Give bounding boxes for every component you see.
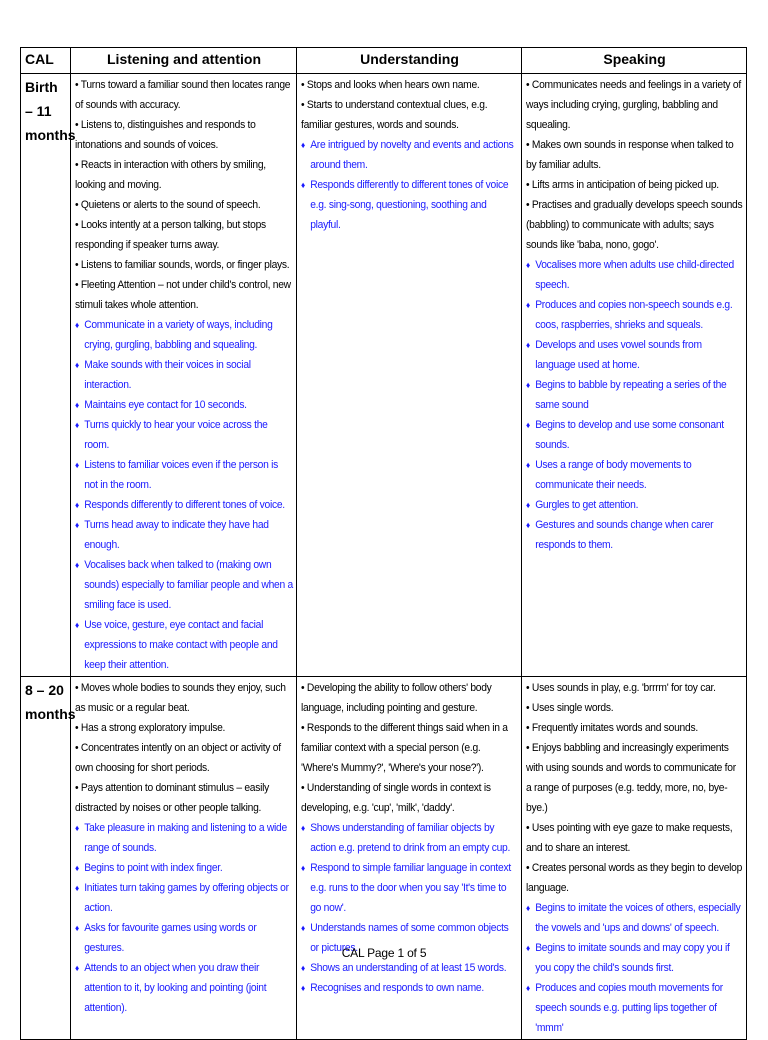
list-item — [75, 615, 293, 675]
list-item — [75, 958, 293, 1018]
list-item-text: Understands names of some common objects or pictures. — [310, 922, 509, 954]
list-item — [526, 678, 743, 698]
diamond-bullet-icon: ♦ — [75, 420, 79, 430]
list-item-text: • Stops and looks when hears own name. — [301, 79, 480, 91]
list-item — [301, 718, 518, 778]
list-item-text: Maintains eye contact for 10 seconds. — [84, 399, 247, 411]
list-item — [75, 215, 293, 255]
list-item — [75, 495, 293, 515]
list-item — [75, 115, 293, 155]
diamond-bullet-icon: ♦ — [75, 923, 79, 933]
diamond-bullet-icon: ♦ — [301, 180, 305, 190]
header-row — [21, 48, 747, 74]
list-item — [301, 678, 518, 718]
diamond-bullet-icon: ♦ — [526, 340, 530, 350]
list-item-text: • Makes own sounds in response when talked to by familiar adults. — [526, 139, 734, 171]
list-item — [526, 335, 743, 375]
list-item-text: • Uses single words. — [526, 702, 614, 714]
list-item-text: Respond to simple familiar language in context e.g. runs to the door when you say 'It's time to go now'. — [310, 862, 511, 914]
list-item-text: Produces and copies non-speech sounds e.g. coos, raspberries, shrieks and squeals. — [535, 299, 733, 331]
diamond-bullet-icon: ♦ — [75, 460, 79, 470]
list-item-text: • Creates personal words as they begin to develop language. — [526, 862, 743, 894]
list-item-text: • Enjoys babbling and increasingly experiments with using sounds and words to communicate for a range of purposes (e.g. teddy, more, no, bye-bye.) — [526, 742, 736, 814]
list-item — [526, 195, 743, 255]
list-item-text: Vocalises more when adults use child-directed speech. — [535, 259, 734, 291]
list-item-text: • Has a strong exploratory impulse. — [75, 722, 226, 734]
list-item — [526, 978, 743, 1038]
diamond-bullet-icon: ♦ — [75, 963, 79, 973]
diamond-bullet-icon: ♦ — [75, 863, 79, 873]
list-item — [526, 415, 743, 455]
list-item — [301, 818, 518, 858]
diamond-bullet-icon: ♦ — [301, 983, 305, 993]
diamond-bullet-icon: ♦ — [301, 963, 305, 973]
diamond-bullet-icon: ♦ — [301, 863, 305, 873]
understanding-cell — [297, 677, 522, 1040]
list-item — [75, 878, 293, 918]
list-item — [75, 678, 293, 718]
header-cal: CAL — [21, 48, 71, 74]
diamond-bullet-icon: ♦ — [526, 460, 530, 470]
list-item-text: Begins to imitate sounds and may copy you if you copy the child's sounds first. — [535, 942, 730, 974]
list-item — [301, 75, 518, 95]
diamond-bullet-icon: ♦ — [526, 903, 530, 913]
speaking-cell — [522, 74, 747, 677]
list-item — [526, 698, 743, 718]
list-item-text: • Practises and gradually develops speech sounds (babbling) to communicate with adults; says sounds like 'baba, nono, gogo'. — [526, 199, 743, 251]
diamond-bullet-icon: ♦ — [75, 500, 79, 510]
list-item-text: • Responds to the different things said when in a familiar context with a special person (e.g. 'Where's Mummy?', 'Where's your nose?'). — [301, 722, 508, 774]
list-item — [75, 355, 293, 395]
diamond-bullet-icon: ♦ — [526, 520, 530, 530]
list-item — [75, 275, 293, 315]
list-item-text: Turns head away to indicate they have had enough. — [84, 519, 269, 551]
list-item — [75, 255, 293, 275]
diamond-bullet-icon: ♦ — [526, 260, 530, 270]
list-item-text: • Listens to familiar sounds, words, or finger plays. — [75, 259, 290, 271]
diamond-bullet-icon: ♦ — [526, 500, 530, 510]
list-item-text: • Pays attention to dominant stimulus – easily distracted by noises or other people talking. — [75, 782, 270, 814]
diamond-bullet-icon: ♦ — [526, 943, 530, 953]
list-item — [301, 858, 518, 918]
list-item-text: Make sounds with their voices in social interaction. — [84, 359, 251, 391]
list-item — [75, 778, 293, 818]
list-item-text: Vocalises back when talked to (making own sounds) especially to familiar people and when a smiling face is used. — [84, 559, 293, 611]
list-item-text: • Understanding of single words in context is developing, e.g. 'cup', 'milk', 'daddy'. — [301, 782, 491, 814]
list-item-text: Shows understanding of familiar objects by action e.g. pretend to drink from an empty cup. — [310, 822, 511, 854]
list-item-text: • Listens to, distinguishes and responds to intonations and sounds of voices. — [75, 119, 256, 151]
list-item-text: • Moves whole bodies to sounds they enjoy, such as music or a regular beat. — [75, 682, 286, 714]
table-row — [21, 677, 747, 1040]
list-item-text: Shows an understanding of at least 15 words. — [310, 962, 507, 974]
list-item — [75, 415, 293, 455]
list-item-text: • Fleeting Attention – not under child's control, new stimuli takes whole attention. — [75, 279, 291, 311]
list-item — [526, 515, 743, 555]
list-item-text: • Uses pointing with eye gaze to make requests, and to share an interest. — [526, 822, 733, 854]
list-item — [526, 718, 743, 738]
list-item — [301, 958, 518, 978]
list-item-text: Uses a range of body movements to communicate their needs. — [535, 459, 692, 491]
list-item-text: Attends to an object when you draw their attention to it, by looking and pointing (joint attention). — [84, 962, 267, 1014]
list-item-text: • Starts to understand contextual clues, e.g. familiar gestures, words and sounds. — [301, 99, 488, 131]
list-item-text: Gestures and sounds change when carer responds to them. — [535, 519, 714, 551]
list-item-text: Develops and uses vowel sounds from language used at home. — [535, 339, 702, 371]
list-item-text: • Lifts arms in anticipation of being picked up. — [526, 179, 719, 191]
header-speaking: Speaking — [522, 48, 747, 74]
list-item — [75, 738, 293, 778]
list-item-text: Recognises and responds to own name. — [310, 982, 484, 994]
list-item — [526, 295, 743, 335]
list-item — [75, 718, 293, 738]
diamond-bullet-icon: ♦ — [301, 140, 305, 150]
list-item — [75, 818, 293, 858]
list-item-text: Produces and copies mouth movements for speech sounds e.g. putting lips together of 'mmm' — [535, 982, 723, 1034]
list-item — [75, 515, 293, 555]
diamond-bullet-icon: ♦ — [75, 823, 79, 833]
list-item — [301, 778, 518, 818]
list-item — [301, 978, 518, 998]
list-item — [75, 555, 293, 615]
list-item — [526, 175, 743, 195]
list-item — [526, 375, 743, 415]
header-listening: Listening and attention — [71, 48, 297, 74]
list-item — [526, 495, 743, 515]
list-item — [75, 195, 293, 215]
diamond-bullet-icon: ♦ — [75, 520, 79, 530]
diamond-bullet-icon: ♦ — [75, 620, 79, 630]
list-item-text: • Concentrates intently on an object or activity of own choosing for short periods. — [75, 742, 281, 774]
list-item-text: • Developing the ability to follow others' body language, including pointing and gesture. — [301, 682, 492, 714]
list-item-text: Begins to imitate the voices of others, especially the vowels and 'ups and downs' of speech. — [535, 902, 741, 934]
list-item-text: Turns quickly to hear your voice across the room. — [84, 419, 268, 451]
list-item — [526, 255, 743, 295]
list-item-text: • Communicates needs and feelings in a variety of ways including crying, gurgling, babbling and squealing. — [526, 79, 741, 131]
list-item — [526, 818, 743, 858]
list-item-text: • Frequently imitates words and sounds. — [526, 722, 698, 734]
list-item — [526, 75, 743, 135]
diamond-bullet-icon: ♦ — [301, 923, 305, 933]
list-item — [301, 95, 518, 135]
list-item-text: Listens to familiar voices even if the person is not in the room. — [84, 459, 279, 491]
listening-cell — [71, 677, 297, 1040]
diamond-bullet-icon: ♦ — [75, 400, 79, 410]
list-item — [75, 315, 293, 355]
listening-cell — [71, 74, 297, 677]
list-item — [75, 155, 293, 195]
list-item — [526, 738, 743, 818]
understanding-cell — [297, 74, 522, 677]
list-item-text: • Reacts in interaction with others by smiling, looking and moving. — [75, 159, 266, 191]
list-item-text: • Quietens or alerts to the sound of speech. — [75, 199, 261, 211]
diamond-bullet-icon: ♦ — [75, 320, 79, 330]
diamond-bullet-icon: ♦ — [526, 983, 530, 993]
list-item — [75, 858, 293, 878]
list-item — [526, 455, 743, 495]
diamond-bullet-icon: ♦ — [526, 380, 530, 390]
list-item-text: Begins to develop and use some consonant sounds. — [535, 419, 724, 451]
list-item — [301, 135, 518, 175]
list-item-text: Use voice, gesture, eye contact and facial expressions to make contact with people and keep their attention. — [84, 619, 278, 671]
diamond-bullet-icon: ♦ — [526, 420, 530, 430]
list-item-text: Begins to babble by repeating a series of the same sound — [535, 379, 727, 411]
list-item-text: Begins to point with index finger. — [84, 862, 223, 874]
list-item-text: Communicate in a variety of ways, including crying, gurgling, babbling and squealing. — [84, 319, 273, 351]
list-item — [75, 395, 293, 415]
list-item-text: • Uses sounds in play, e.g. 'brrrm' for toy car. — [526, 682, 716, 694]
diamond-bullet-icon: ♦ — [75, 560, 79, 570]
list-item — [75, 75, 293, 115]
diamond-bullet-icon: ♦ — [526, 300, 530, 310]
list-item-text: • Looks intently at a person talking, but stops responding if speaker turns away. — [75, 219, 266, 251]
page-footer: CAL Page 1 of 5 — [341, 946, 427, 960]
cal-table — [20, 47, 747, 1040]
list-item — [526, 858, 743, 898]
diamond-bullet-icon: ♦ — [301, 823, 305, 833]
list-item-text: • Turns toward a familiar sound then locates range of sounds with accuracy. — [75, 79, 291, 111]
age-band-cell: Birth – 11 months — [21, 74, 71, 677]
list-item — [75, 455, 293, 495]
speaking-cell — [522, 677, 747, 1040]
list-item-text: Are intrigued by novelty and events and actions around them. — [310, 139, 514, 171]
age-band-cell: 8 – 20 months — [21, 677, 71, 1040]
list-item — [301, 175, 518, 235]
list-item-text: Responds differently to different tones of voice e.g. sing-song, questioning, soothing and playful. — [310, 179, 509, 231]
list-item-text: Responds differently to different tones of voice. — [84, 499, 285, 511]
list-item — [526, 898, 743, 938]
list-item-text: Gurgles to get attention. — [535, 499, 639, 511]
header-understanding: Understanding — [297, 48, 522, 74]
list-item — [526, 135, 743, 175]
table-row — [21, 74, 747, 677]
diamond-bullet-icon: ♦ — [75, 360, 79, 370]
diamond-bullet-icon: ♦ — [75, 883, 79, 893]
list-item-text: Take pleasure in making and listening to a wide range of sounds. — [84, 822, 287, 854]
list-item-text: Asks for favourite games using words or gestures. — [84, 922, 257, 954]
list-item-text: Initiates turn taking games by offering objects or action. — [84, 882, 289, 914]
